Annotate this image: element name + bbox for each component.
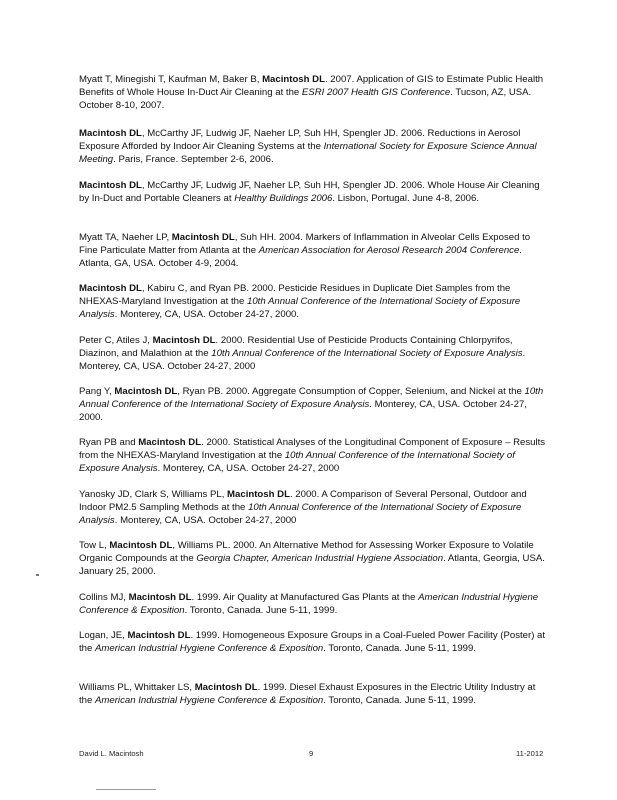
citation-venue: American Industrial Hygiene Conference & Exposition xyxy=(95,695,324,707)
scan-speck xyxy=(36,574,39,576)
citation-highlight-author: Macintosh DL xyxy=(138,437,202,448)
citation-location-date: . Atlanta, Georgia, USA. January 25, 2000. xyxy=(79,553,545,578)
citation-title: . 2000. A Comparison of Several Personal, Outdoor and Indoor PM2.5 Sampling Methods at the xyxy=(79,489,527,514)
citation-1 xyxy=(79,73,551,113)
citation-highlight-author: Macintosh DL xyxy=(194,682,258,693)
citation-venue: International Society for Exposure Science Annual Meeting xyxy=(79,141,537,166)
citation-highlight-author: Macintosh DL xyxy=(114,386,178,397)
citation-7 xyxy=(79,385,551,425)
citation-authors: Yanosky JD, Clark S, Williams PL, xyxy=(79,489,228,500)
citation-venue: 10th Annual Conference of the International Society of Exposure Analysis xyxy=(79,386,544,411)
citation-authors: Myatt T, Minegishi T, Kaufman M, Baker B, xyxy=(79,74,263,85)
citation-location-date: . Monterey, CA, USA. October 24-27, 2000 xyxy=(157,463,340,475)
citation-highlight-author: Macintosh DL xyxy=(109,540,173,551)
scan-edge-mark xyxy=(96,789,156,790)
citation-title: , Kabiru C, and Ryan PB. 2000. Pesticide Residues in Duplicate Diet Samples from the NHEXAS-Maryland Investigation at the xyxy=(79,283,511,308)
citation-location-date: . Monterey, CA, USA. October 24-27, 2000 xyxy=(114,515,297,527)
citation-13 xyxy=(79,681,551,707)
citation-5 xyxy=(79,282,551,322)
citation-12 xyxy=(79,629,551,655)
citation-title: . 1999. Homogeneous Exposure Groups in a Coal-Fueled Power Facility (Poster) at the xyxy=(79,630,546,655)
citation-authors: Peter C, Atiles J, xyxy=(79,335,153,346)
citation-venue: American Association for Aerosol Research 2004 Conference xyxy=(258,245,520,257)
citation-location-date: . Toronto, Canada. June 5-11, 1999. xyxy=(323,695,476,707)
footer-page-number: 9 xyxy=(309,749,314,758)
citation-title: . 2000. Statistical Analyses of the Longitudinal Component of Exposure – Results from the NHEXAS-Maryland Investigation at the xyxy=(79,437,546,462)
citation-title: . 1999. Diesel Exhaust Exposures in the Electric Utility Industry at the xyxy=(79,682,536,707)
citation-highlight-author: Macintosh DL xyxy=(79,128,142,139)
citation-venue: Healthy Buildings 2006 xyxy=(234,193,333,205)
citation-location-date: . Atlanta, GA, USA. October 4-9, 2004. xyxy=(79,245,522,270)
citation-authors: Williams PL, Whittaker LS, xyxy=(79,682,195,693)
citation-venue: American Industrial Hygiene Conference & Exposition xyxy=(95,643,324,655)
citation-highlight-author: Macintosh DL xyxy=(262,74,325,85)
citation-3 xyxy=(79,179,551,205)
citation-venue: 10th Annual Conference of the International Society of Exposure Analysis xyxy=(79,502,522,527)
citation-title: , Williams PL. 2000. An Alternative Method for Assessing Worker Exposure to Volatile Organic Compounds at the xyxy=(79,540,534,565)
citation-highlight-author: Macintosh DL xyxy=(128,592,192,603)
citation-title: . 2007. Application of GIS to Estimate Public Health Benefits of Whole House In-Duct Air Cleaning at the xyxy=(79,74,544,99)
citation-highlight-author: Macintosh DL xyxy=(152,335,216,346)
citation-authors: Logan, JE, xyxy=(79,630,128,641)
citation-venue: 10th Annual Conference of the International Society of Exposure Analysis xyxy=(211,348,523,360)
citation-8 xyxy=(79,436,551,476)
citation-2 xyxy=(79,127,551,167)
citation-title: . 2000. Residential Use of Pesticide Products Containing Chlorpyrifos, Diazinon, and Malathion at the xyxy=(79,335,513,360)
citation-venue: American Industrial Hygiene Conference & Exposition xyxy=(79,592,539,617)
citation-location-date: . Monterey, CA, USA. October 24-27, 2000. xyxy=(114,309,300,321)
citation-venue: Georgia Chapter, American Industrial Hygiene Association xyxy=(196,553,444,565)
citation-authors: Collins MJ, xyxy=(79,592,129,603)
footer-date: 11-2012 xyxy=(516,749,544,758)
citation-highlight-author: Macintosh DL xyxy=(127,630,191,641)
citation-location-date: . Lisbon, Portugal. June 4-8, 2006. xyxy=(332,193,479,205)
citation-venue: ESRI 2007 Health GIS Conference xyxy=(301,87,451,99)
citation-11 xyxy=(79,591,551,617)
citation-title: , Ryan PB. 2000. Aggregate Consumption of Copper, Selenium, and Nickel at the xyxy=(177,386,525,397)
citation-highlight-author: Macintosh DL xyxy=(227,489,290,500)
citation-authors: Pang Y, xyxy=(79,386,115,397)
citation-location-date: . Tucson, AZ, USA. October 8-10, 2007. xyxy=(79,87,532,112)
citation-title: , McCarthy JF, Ludwig JF, Naeher LP, Suh HH, Spengler JD. 2006. Whole House Air Cleaning by In-Duct and Portable Cleaners at xyxy=(79,180,540,205)
citation-10 xyxy=(79,539,551,579)
citation-6 xyxy=(79,334,551,374)
citation-location-date: . Monterey, CA, USA. October 24-27, 2000. xyxy=(79,399,527,424)
citation-title: , McCarthy JF, Ludwig JF, Naeher LP, Suh HH, Spengler JD. 2006. Reductions in Aerosol Exposure Afforded by Indoor Air Cleaning Systems at the xyxy=(79,128,521,153)
citation-highlight-author: Macintosh DL xyxy=(79,283,142,294)
citation-title: , Suh HH. 2004. Markers of Inflammation in Alveolar Cells Exposed to Fine Particulate Matter from Atlanta at the xyxy=(79,232,531,257)
citation-location-date: . Monterey, CA, USA. October 24-27, 2000 xyxy=(79,348,526,373)
citation-location-date: . Toronto, Canada. June 5-11, 1999. xyxy=(323,643,476,655)
citation-title: . 1999. Air Quality at Manufactured Gas Plants at the xyxy=(191,592,419,603)
citation-location-date: . Paris, France. September 2-6, 2006. xyxy=(113,154,274,166)
citation-highlight-author: Macintosh DL xyxy=(79,180,142,191)
citation-authors: Tow L, xyxy=(79,540,110,551)
citation-4 xyxy=(79,231,551,271)
citation-venue: 10th Annual Conference of the International Society of Exposure Analysis xyxy=(79,450,515,475)
citation-9 xyxy=(79,488,551,528)
citation-location-date: . Toronto, Canada. June 5-11, 1999. xyxy=(184,605,338,617)
citation-authors: Ryan PB and xyxy=(79,437,139,448)
footer-author: David L. Macintosh xyxy=(79,749,144,758)
citation-highlight-author: Macintosh DL xyxy=(171,232,235,243)
citation-venue: 10th Annual Conference of the International Society of Exposure Analysis xyxy=(79,296,521,321)
citation-authors: Myatt TA, Naeher LP, xyxy=(79,232,172,243)
